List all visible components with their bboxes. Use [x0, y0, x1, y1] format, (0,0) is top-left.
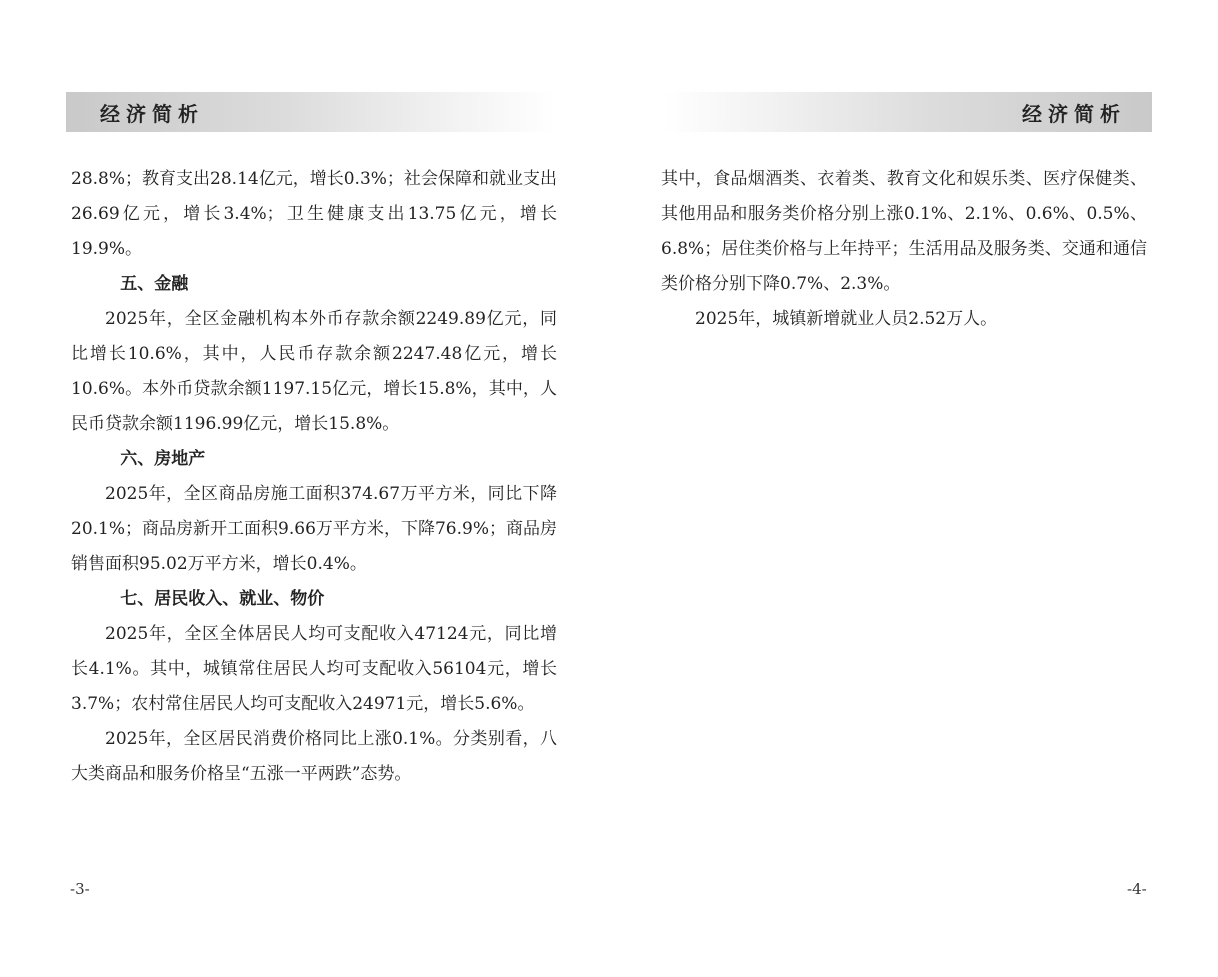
right-page-content [661, 162, 1147, 337]
section-heading-finance: 五、金融 [120, 274, 189, 294]
section-heading-income-employment-prices: 七、居民收入、就业、物价 [120, 589, 325, 609]
paragraph-price-categories: 其中，食品烟酒类、衣着类、教育文化和娱乐类、医疗保健类、其他用品和服务类价格分别上涨0.1%、2.1%、0.6%、0.5%、6.8%；居住类价格与上年持平；生活用品及服务类、交通和通信类价格分别下降0.7%、2.3%。 [661, 169, 1147, 294]
paragraph-employment: 2025年，城镇新增就业人员2.52万人。 [695, 309, 998, 329]
left-header-bar [66, 92, 556, 132]
right-page-number: -4- [1127, 880, 1147, 898]
right-page [609, 0, 1218, 977]
paragraph-continuation: 28.8%；教育支出28.14亿元，增长0.3%；社会保障和就业支出26.69亿元，增长3.4%；卫生健康支出13.75亿元，增长19.9%。 [71, 169, 557, 259]
paragraph-income: 2025年，全区全体居民人均可支配收入47124元，同比增长4.1%。其中，城镇常住居民人均可支配收入56104元，增长3.7%；农村常住居民人均可支配收入24971元，增长5.6%。 [71, 624, 557, 714]
left-header-title: 经济简析 [100, 101, 204, 126]
section-heading-real-estate: 六、房地产 [120, 449, 206, 469]
paragraph-prices: 2025年，全区居民消费价格同比上涨0.1%。分类别看，八大类商品和服务价格呈“五涨一平两跌”态势。 [71, 729, 557, 784]
paragraph-real-estate: 2025年，全区商品房施工面积374.67万平方米，同比下降20.1%；商品房新开工面积9.66万平方米，下降76.9%；商品房销售面积95.02万平方米，增长0.4%。 [71, 484, 557, 574]
right-header-bar [663, 92, 1152, 132]
left-page-number: -3- [70, 880, 90, 898]
right-header-title: 经济简析 [1022, 101, 1126, 126]
left-page-content [71, 162, 557, 792]
paragraph-finance: 2025年，全区金融机构本外币存款余额2249.89亿元，同比增长10.6%，其中，人民币存款余额2247.48亿元，增长10.6%。本外币贷款余额1197.15亿元，增长15.8%，其中，人民币贷款余额1196.99亿元，增长15.8%。 [71, 309, 557, 434]
